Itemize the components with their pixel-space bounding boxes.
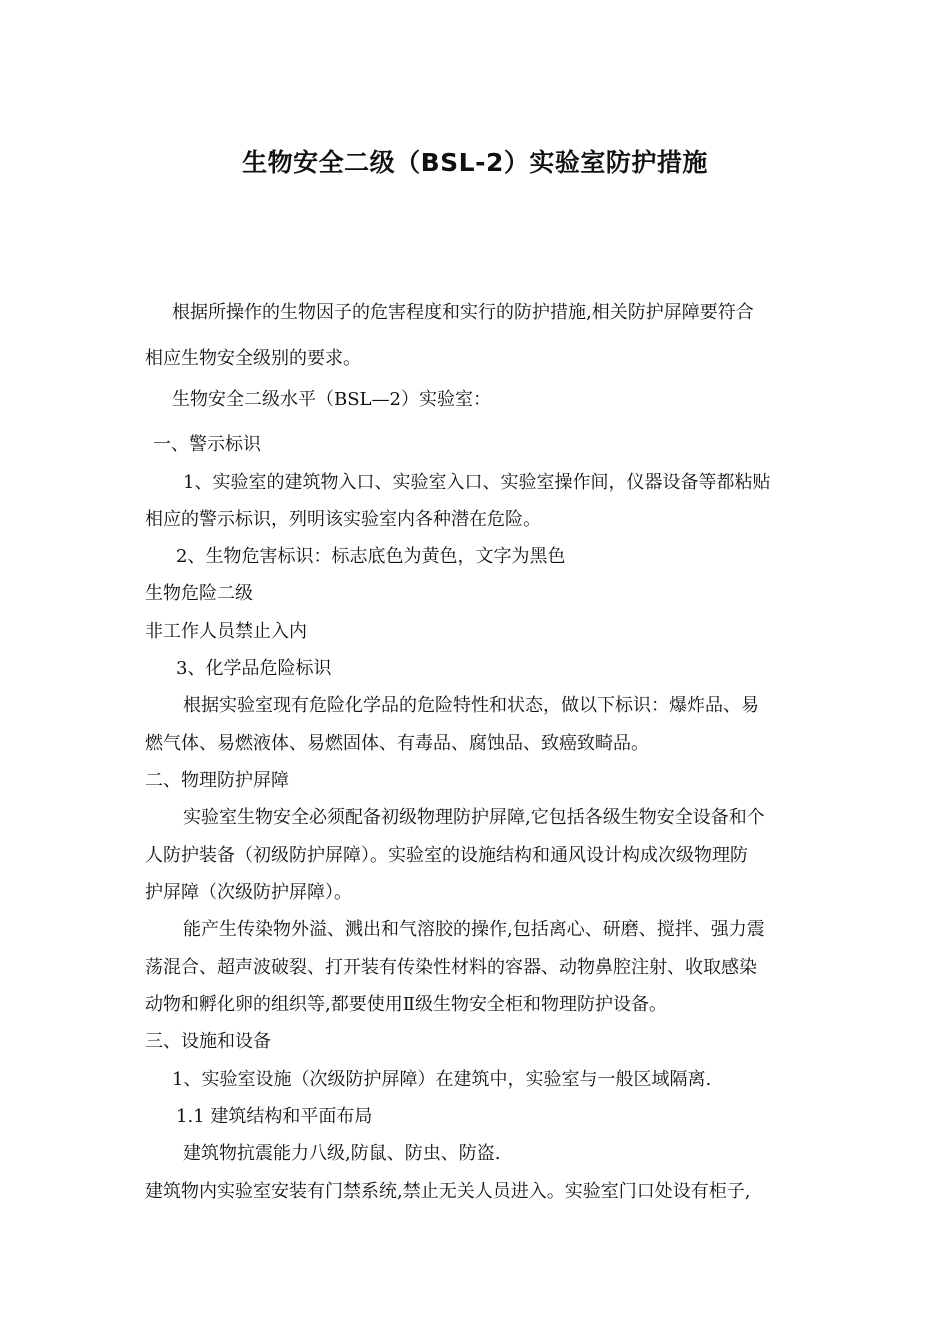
paragraph-line: 相应生物安全级别的要求。 <box>145 348 361 369</box>
section-heading: 三、设施和设备 <box>145 1031 271 1052</box>
paragraph-line: 根据实验室现有危险化学品的危险特性和状态，做以下标识：爆炸品、易 <box>183 695 759 716</box>
paragraph-line: 根据所操作的生物因子的危害程度和实行的防护措施,相关防护屏障要符合 <box>172 302 754 323</box>
paragraph-line: 能产生传染物外溢、溅出和气溶胶的操作,包括离心、研磨、搅拌、强力震 <box>183 919 765 940</box>
paragraph-line: 3、化学品危险标识 <box>176 658 332 679</box>
sign-text: 非工作人员禁止入内 <box>145 621 307 642</box>
paragraph-line: 荡混合、超声波破裂、打开装有传染性材料的容器、动物鼻腔注射、收取感染 <box>145 957 757 978</box>
paragraph-line: 生物安全二级水平（BSL—2）实验室： <box>172 389 491 410</box>
paragraph-line: 燃气体、易燃液体、易燃固体、有毒品、腐蚀品、致癌致畸品。 <box>145 733 649 754</box>
section-heading: 一、警示标识 <box>153 434 261 455</box>
paragraph-line: 相应的警示标识，列明该实验室内各种潜在危险。 <box>145 509 541 530</box>
paragraph-line: 建筑物内实验室安装有门禁系统,禁止无关人员进入。实验室门口处设有柜子, <box>145 1181 751 1202</box>
paragraph-line: 人防护装备（初级防护屏障）。实验室的设施结构和通风设计构成次级物理防 <box>145 845 748 866</box>
section-heading: 二、物理防护屏障 <box>145 770 289 791</box>
subsection-heading: 1.1 建筑结构和平面布局 <box>176 1106 373 1127</box>
sign-text: 生物危险二级 <box>145 583 253 604</box>
paragraph-line: 实验室生物安全必须配备初级物理防护屏障,它包括各级生物安全设备和个 <box>183 807 765 828</box>
paragraph-line: 护屏障（次级防护屏障）。 <box>145 882 352 903</box>
paragraph-line: 2、生物危害标识：标志底色为黄色，文字为黑色 <box>176 546 566 567</box>
paragraph-line: 1、实验室的建筑物入口、实验室入口、实验室操作间，仪器设备等都粘贴 <box>183 472 771 493</box>
paragraph-line: 建筑物抗震能力八级,防鼠、防虫、防盗. <box>183 1143 501 1164</box>
paragraph-line: 1、实验室设施（次级防护屏障）在建筑中，实验室与一般区域隔离. <box>172 1069 712 1090</box>
document-title: 生物安全二级（BSL-2）实验室防护措施 <box>242 148 708 177</box>
paragraph-line: 动物和孵化卵的组织等,都要使用Ⅱ级生物安全柜和物理防护设备。 <box>145 994 667 1015</box>
